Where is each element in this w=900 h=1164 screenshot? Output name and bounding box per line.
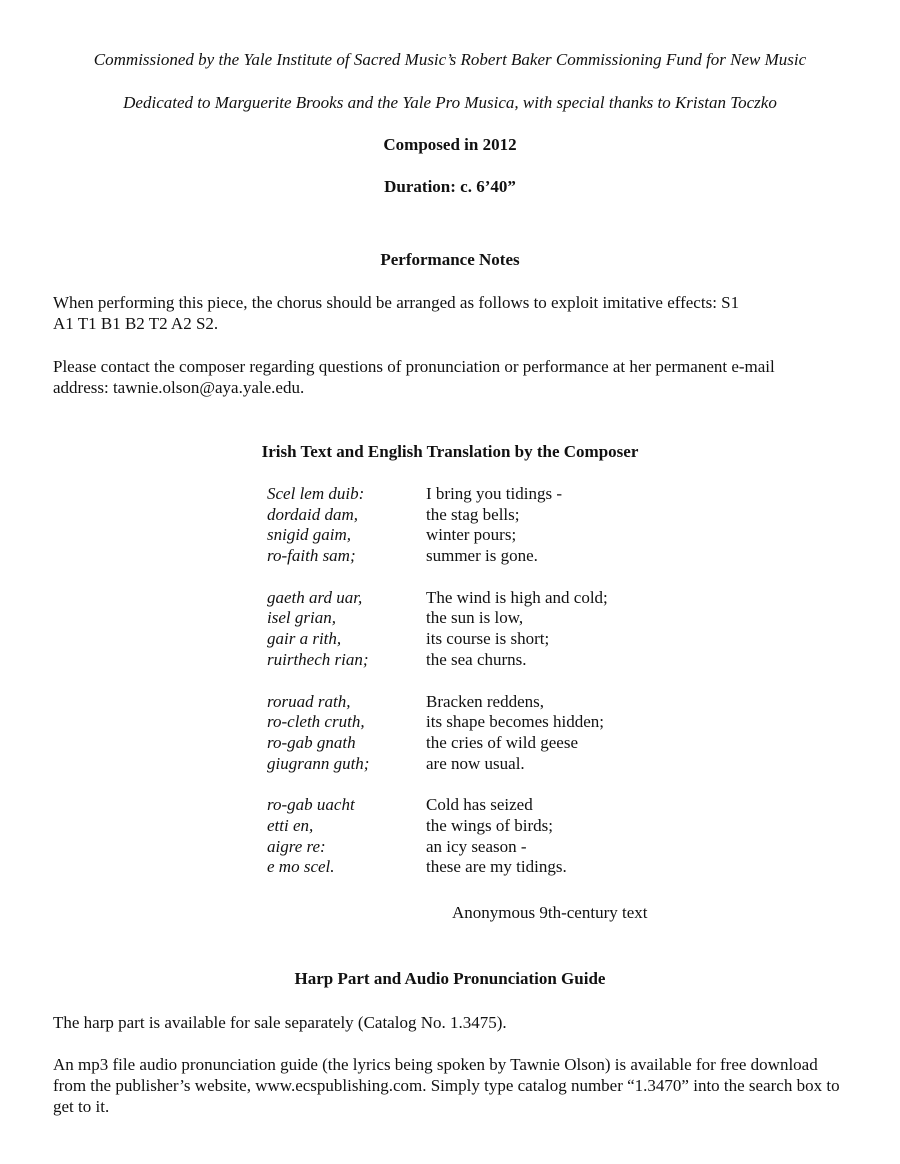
irish-line: dordaid dam, [267, 504, 358, 524]
poem-line [267, 546, 667, 567]
poem-line [267, 629, 667, 650]
poem-line [267, 608, 667, 629]
poem-line [267, 712, 667, 733]
poem-line [267, 733, 667, 754]
english-line: the sea churns. [426, 649, 527, 669]
stanza [267, 484, 667, 567]
dedication-line: Dedicated to Marguerite Brooks and the Yale Pro Musica, with special thanks to Kristan Toczko [123, 93, 777, 112]
english-line: The wind is high and cold; [426, 587, 608, 607]
poem-line [267, 795, 667, 816]
irish-line: roruad rath, [267, 691, 351, 711]
english-line: the wings of birds; [426, 815, 554, 835]
irish-line: giugrann guth; [267, 753, 370, 773]
irish-line: ro-gab gnath [267, 732, 356, 752]
english-line: its shape becomes hidden; [426, 712, 604, 732]
stanza [267, 588, 667, 671]
english-line: the stag bells; [426, 504, 520, 524]
english-line: I bring you tidings - [426, 484, 562, 503]
performance-notes-heading: Performance Notes [380, 250, 520, 269]
english-line: an icy season - [426, 836, 527, 856]
poem-line [267, 754, 667, 775]
irish-line: etti en, [267, 815, 314, 835]
irish-line: ro-cleth cruth, [267, 712, 365, 732]
poem-line [267, 857, 667, 878]
english-line: its course is short; [426, 629, 550, 649]
stanza [267, 795, 667, 878]
english-line: the sun is low, [426, 608, 524, 628]
english-line: winter pours; [426, 525, 517, 545]
duration-line: Duration: c. 6’40” [384, 177, 516, 196]
commission-line: Commissioned by the Yale Institute of Sacred Music’s Robert Baker Commissioning Fund for New Music [93, 50, 807, 69]
attribution: Anonymous 9th-century text [452, 903, 648, 922]
english-line: are now usual. [426, 753, 525, 773]
english-line: Cold has seized [426, 795, 533, 815]
irish-line: gair a rith, [267, 629, 342, 649]
irish-line: ro-faith sam; [267, 546, 356, 566]
stanza [267, 692, 667, 775]
irish-line: e mo scel. [267, 857, 335, 877]
irish-line: Scel lem duib: [267, 484, 365, 503]
english-line: summer is gone. [426, 546, 538, 566]
english-line: Bracken reddens, [426, 691, 545, 711]
english-line: the cries of wild geese [426, 732, 578, 752]
irish-line: aigre re: [267, 836, 326, 856]
arrangement-paragraph: When performing this piece, the chorus should be arranged as follows to exploit imitative effects: S1 A1 T1 B1 B2 T2 A2 S2. [53, 293, 740, 333]
poem-line [267, 837, 667, 858]
mp3-paragraph: An mp3 file audio pronunciation guide (the lyrics being spoken by Tawnie Olson) is available for free download from the publisher’s website, www.ecspublishing.com. Simply type catalog number “1.3470” into the search box to get to it. [53, 1055, 840, 1116]
harp-paragraph: The harp part is available for sale separately (Catalog No. 1.3475). [53, 1013, 507, 1032]
harp-heading: Harp Part and Audio Pronunciation Guide [294, 969, 606, 988]
poem-line [267, 650, 667, 671]
poem-line [267, 692, 667, 713]
composed-line: Composed in 2012 [383, 135, 517, 154]
irish-line: ruirthech rian; [267, 649, 369, 669]
poem-line [267, 816, 667, 837]
contact-paragraph: Please contact the composer regarding questions of pronunciation or performance at her permanent e-mail address: tawnie.olson@aya.yale.edu. [53, 357, 775, 397]
poem [267, 484, 667, 899]
english-line: these are my tidings. [426, 857, 567, 877]
irish-line: isel grian, [267, 608, 336, 628]
poem-line [267, 484, 667, 505]
irish-line: ro-gab uacht [267, 795, 355, 815]
poem-line [267, 505, 667, 526]
poem-line [267, 525, 667, 546]
text-heading: Irish Text and English Translation by the Composer [261, 442, 639, 461]
irish-line: gaeth ard uar, [267, 587, 363, 607]
irish-line: snigid gaim, [267, 525, 352, 545]
poem-line [267, 588, 667, 609]
